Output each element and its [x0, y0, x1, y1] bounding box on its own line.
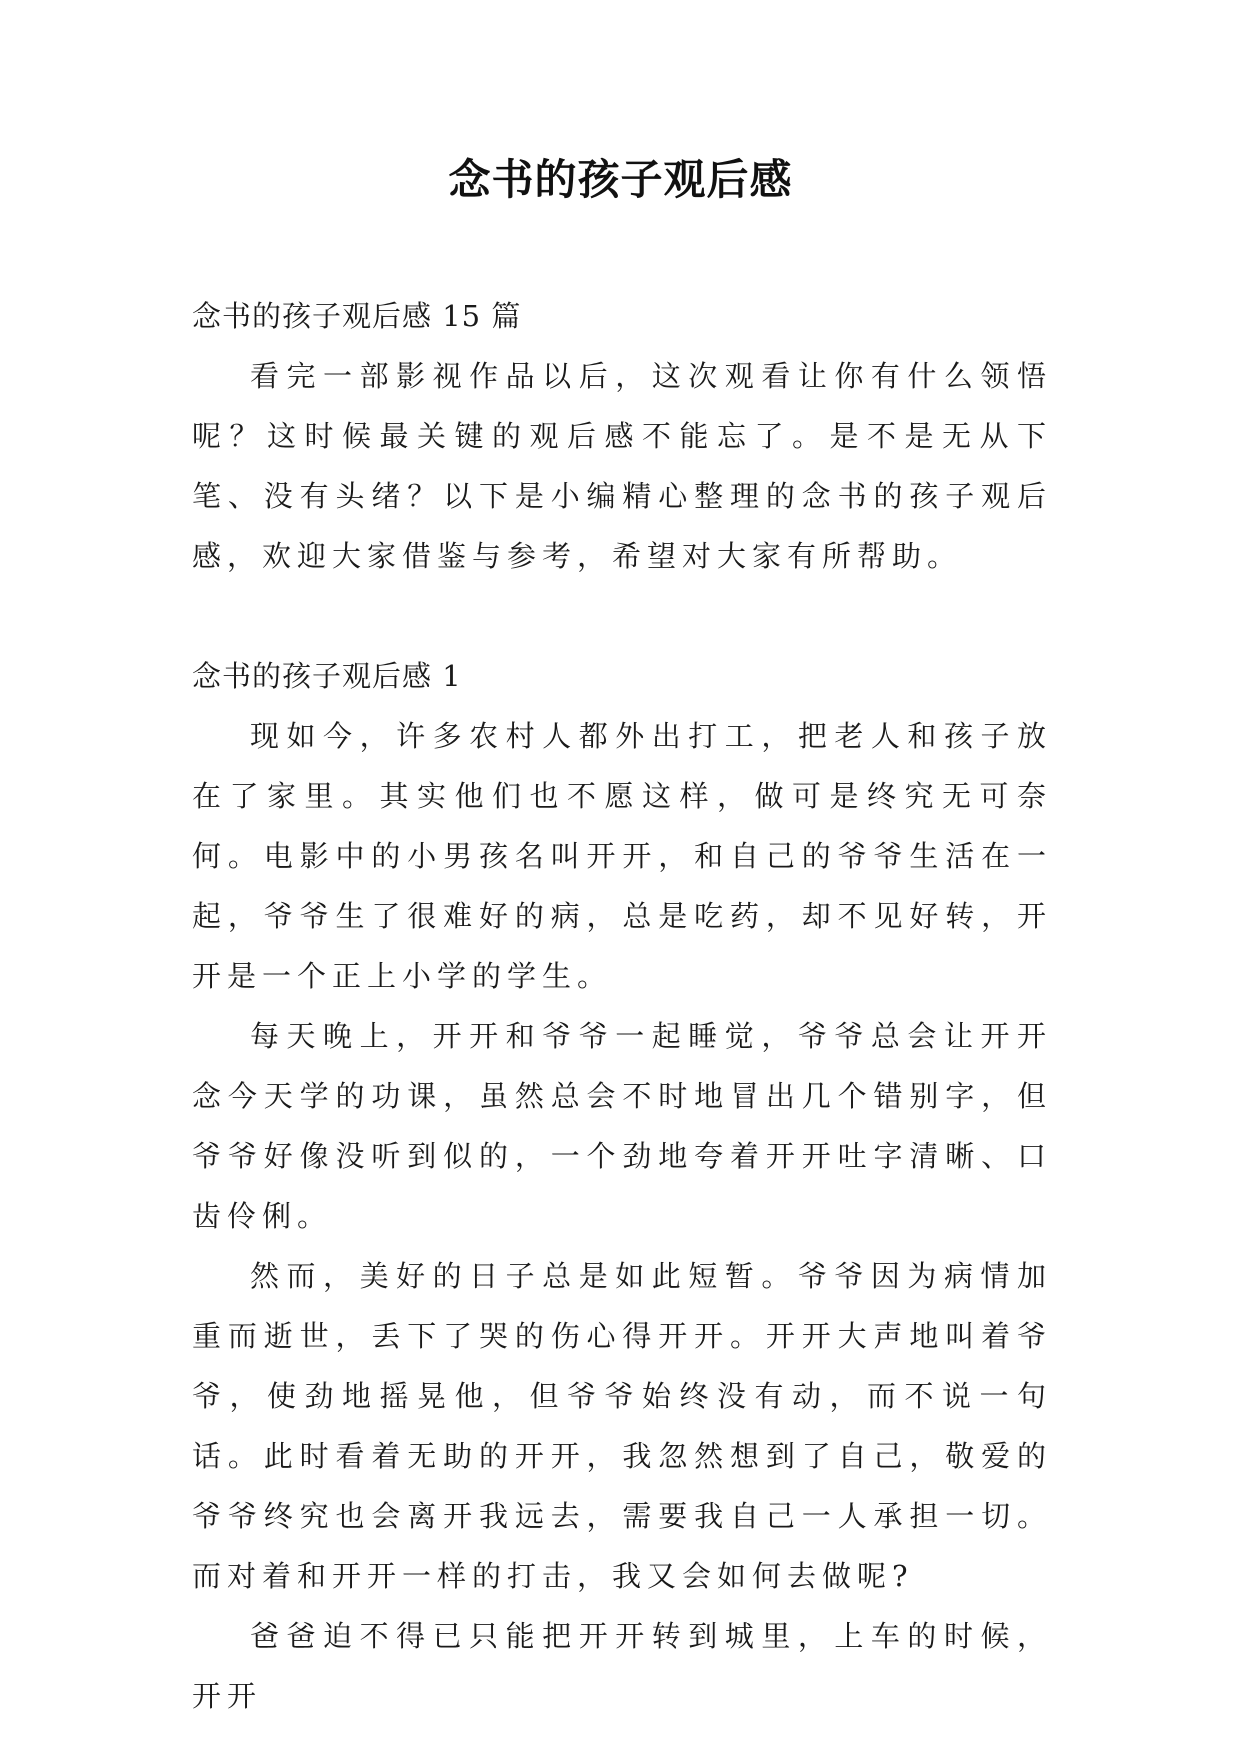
document-body [192, 286, 1052, 1726]
intro-paragraph: 看完一部影视作品以后，这次观看让你有什么领悟呢？这时候最关键的观后感不能忘了。是不是无从下笔、没有头绪？以下是小编精心整理的念书的孩子观后感，欢迎大家借鉴与参考，希望对大家有所帮助。 [192, 359, 1052, 573]
section-heading: 念书的孩子观后感 1 [192, 659, 462, 693]
body-paragraph: 爸爸迫不得已只能把开开转到城里，上车的时候，开开 [192, 1619, 1052, 1713]
body-paragraph: 然而，美好的日子总是如此短暂。爷爷因为病情加重而逝世，丢下了哭的伤心得开开。开开大声地叫着爷爷，使劲地摇晃他，但爷爷始终没有动，而不说一句话。此时看着无助的开开，我忽然想到了自己，敬爱的爷爷终究也会离开我远去，需要我自己一人承担一切。而对着和开开一样的打击，我又会如何去做呢? [192, 1259, 1052, 1593]
body-paragraph: 每天晚上，开开和爷爷一起睡觉，爷爷总会让开开念今天学的功课，虽然总会不时地冒出几个错别字，但爷爷好像没听到似的，一个劲地夸着开开吐字清晰、口齿伶俐。 [192, 1019, 1052, 1233]
document-title: 念书的孩子观后感 [448, 155, 793, 204]
collection-heading: 念书的孩子观后感 15 篇 [192, 299, 522, 333]
section-spacer [192, 586, 1052, 646]
body-paragraph: 现如今，许多农村人都外出打工，把老人和孩子放在了家里。其实他们也不愿这样，做可是终究无可奈何。电影中的小男孩名叫开开，和自己的爷爷生活在一起，爷爷生了很难好的病，总是吃药，却不见好转，开开是一个正上小学的学生。 [192, 719, 1052, 993]
